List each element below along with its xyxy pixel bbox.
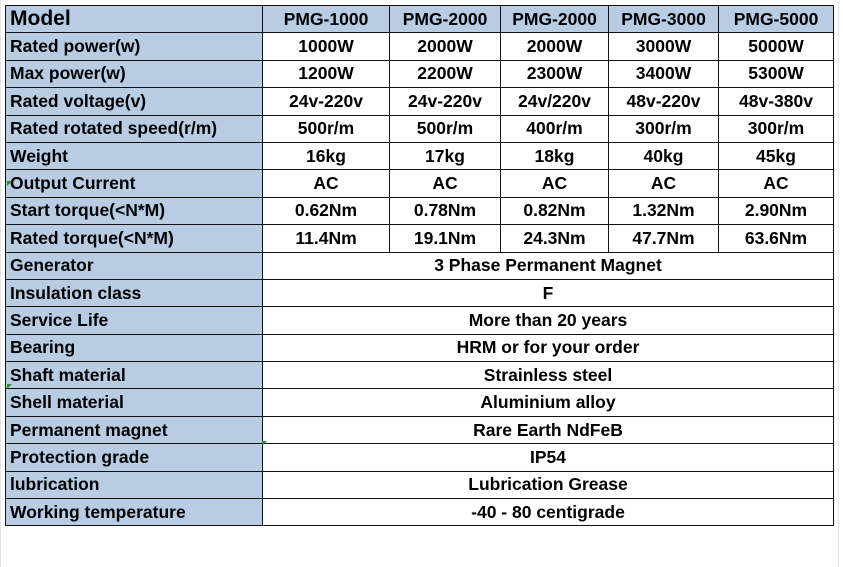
row-label-cell[interactable]: Working temperature — [6, 499, 263, 526]
merged-value-cell[interactable]: Aluminium alloy — [263, 389, 834, 416]
table-row — [6, 142, 834, 169]
row-label-cell[interactable]: Protection grade — [6, 444, 263, 471]
row-label-cell[interactable]: Rated voltage(v) — [6, 88, 263, 115]
value-cell[interactable]: 300r/m — [719, 115, 834, 142]
value-cell[interactable]: AC — [390, 170, 501, 197]
table-row — [6, 416, 834, 443]
row-label-cell[interactable]: Shaft material — [6, 362, 263, 389]
merged-value-cell[interactable]: IP54 — [263, 444, 834, 471]
row-label-cell[interactable]: Output Current — [6, 170, 263, 197]
table-row — [6, 60, 834, 87]
table-row — [6, 307, 834, 334]
value-cell[interactable]: 48v-220v — [609, 88, 719, 115]
merged-value-cell[interactable]: More than 20 years — [263, 307, 834, 334]
row-label-cell[interactable]: Max power(w) — [6, 60, 263, 87]
row-label-cell[interactable]: Permanent magnet — [6, 416, 263, 443]
row-label-cell[interactable]: Bearing — [6, 334, 263, 361]
row-label-cell[interactable]: Service Life — [6, 307, 263, 334]
value-cell[interactable]: 5000W — [719, 33, 834, 60]
spec-table — [5, 5, 834, 526]
table-row — [6, 88, 834, 115]
value-cell[interactable]: 16kg — [263, 142, 390, 169]
model-header-cell[interactable]: PMG-2000 — [390, 6, 501, 33]
value-cell[interactable]: 19.1Nm — [390, 225, 501, 252]
value-cell[interactable]: 48v-380v — [719, 88, 834, 115]
row-label-cell[interactable]: Rated torque(<N*M) — [6, 225, 263, 252]
value-cell[interactable]: 3000W — [609, 33, 719, 60]
value-cell[interactable]: 47.7Nm — [609, 225, 719, 252]
table-row — [6, 444, 834, 471]
model-header-cell[interactable]: PMG-3000 — [609, 6, 719, 33]
comment-marker-icon — [7, 181, 12, 186]
value-cell[interactable]: 2200W — [390, 60, 501, 87]
merged-value-cell[interactable]: Strainless steel — [263, 362, 834, 389]
value-cell[interactable]: AC — [609, 170, 719, 197]
table-row — [6, 389, 834, 416]
value-cell[interactable]: AC — [719, 170, 834, 197]
row-label-cell[interactable]: Shell material — [6, 389, 263, 416]
header-row — [6, 6, 834, 33]
value-cell[interactable]: 11.4Nm — [263, 225, 390, 252]
value-cell[interactable]: 1200W — [263, 60, 390, 87]
value-cell[interactable]: 24v-220v — [263, 88, 390, 115]
value-cell[interactable]: 63.6Nm — [719, 225, 834, 252]
table-row — [6, 471, 834, 498]
value-cell[interactable]: 2000W — [390, 33, 501, 60]
merged-value-cell[interactable]: HRM or for your order — [263, 334, 834, 361]
row-label-cell[interactable]: Rated rotated speed(r/m) — [6, 115, 263, 142]
value-cell[interactable]: AC — [501, 170, 609, 197]
table-row — [6, 334, 834, 361]
value-cell[interactable]: 24v/220v — [501, 88, 609, 115]
value-cell[interactable]: 24.3Nm — [501, 225, 609, 252]
value-cell[interactable]: 500r/m — [263, 115, 390, 142]
row-label-cell[interactable]: Insulation class — [6, 279, 263, 306]
table-row — [6, 115, 834, 142]
model-header-cell[interactable]: PMG-5000 — [719, 6, 834, 33]
merged-value-cell[interactable]: Lubrication Grease — [263, 471, 834, 498]
row-label-cell[interactable]: Rated power(w) — [6, 33, 263, 60]
value-cell[interactable]: 0.82Nm — [501, 197, 609, 224]
table-row — [6, 33, 834, 60]
value-cell[interactable]: 24v-220v — [390, 88, 501, 115]
value-cell[interactable]: 1.32Nm — [609, 197, 719, 224]
row-label-cell[interactable]: lubrication — [6, 471, 263, 498]
table-row — [6, 362, 834, 389]
table-row — [6, 197, 834, 224]
value-cell[interactable]: 300r/m — [609, 115, 719, 142]
comment-marker-icon — [7, 384, 12, 389]
model-header-cell[interactable]: PMG-1000 — [263, 6, 390, 33]
merged-value-cell[interactable]: -40 - 80 centigrade — [263, 499, 834, 526]
value-cell[interactable]: 17kg — [390, 142, 501, 169]
merged-value-cell[interactable]: Rare Earth NdFeB — [263, 416, 834, 443]
value-cell[interactable]: 0.62Nm — [263, 197, 390, 224]
value-cell[interactable]: 5300W — [719, 60, 834, 87]
value-cell[interactable]: 18kg — [501, 142, 609, 169]
table-row — [6, 252, 834, 279]
gridline — [838, 0, 839, 567]
value-cell[interactable]: 2300W — [501, 60, 609, 87]
table-row — [6, 170, 834, 197]
merged-value-cell[interactable]: F — [263, 279, 834, 306]
value-cell[interactable]: 2.90Nm — [719, 197, 834, 224]
value-cell[interactable]: 0.78Nm — [390, 197, 501, 224]
value-cell[interactable]: 40kg — [609, 142, 719, 169]
value-cell[interactable]: 400r/m — [501, 115, 609, 142]
row-label-cell[interactable]: Generator — [6, 252, 263, 279]
model-header-cell[interactable]: PMG-2000 — [501, 6, 609, 33]
value-cell[interactable]: AC — [263, 170, 390, 197]
value-cell[interactable]: 2000W — [501, 33, 609, 60]
merged-value-cell[interactable]: 3 Phase Permanent Magnet — [263, 252, 834, 279]
value-cell[interactable]: 1000W — [263, 33, 390, 60]
row-label-cell[interactable]: Start torque(<N*M) — [6, 197, 263, 224]
model-header-cell[interactable]: Model — [6, 6, 263, 33]
row-label-cell[interactable]: Weight — [6, 142, 263, 169]
value-cell[interactable]: 3400W — [609, 60, 719, 87]
value-cell[interactable]: 500r/m — [390, 115, 501, 142]
table-row — [6, 499, 834, 526]
gridline — [0, 0, 1, 567]
value-cell[interactable]: 45kg — [719, 142, 834, 169]
comment-marker-icon — [262, 441, 267, 446]
table-row — [6, 225, 834, 252]
table-row — [6, 279, 834, 306]
